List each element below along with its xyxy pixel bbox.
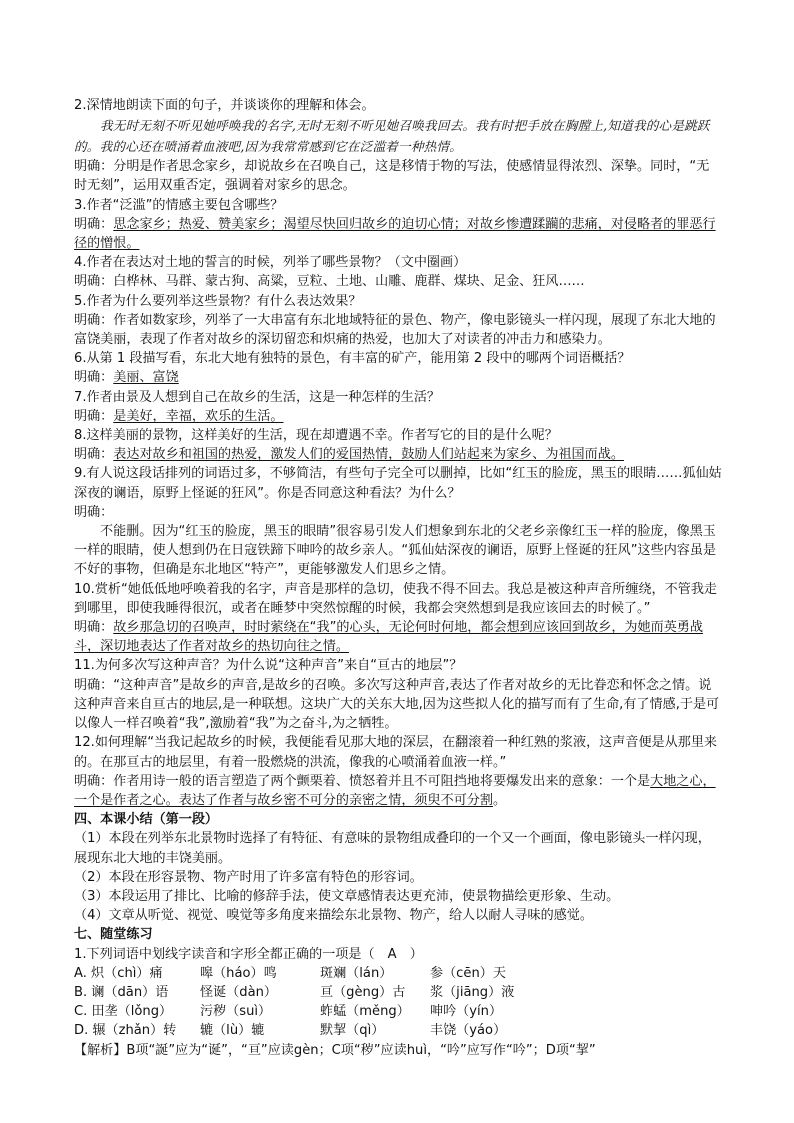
question-7-title: 7.作者由景及人想到自己在故乡的生活，这是一种怎样的生活？ <box>74 389 441 405</box>
answer-text-pre: 作者用诗一般的语言塑造了两个颤栗着、愤怒着并且不可阻挡地将要爆发出来的意象：一个是 <box>113 773 651 789</box>
answer-text-underlined: 大地之心，一个是作者之心。表达了作者与故乡密不可分的亲密之情，须臾不可分割 <box>74 773 716 808</box>
exercise-1-analysis: 【解析】B项“誕”应为“诞”，“亘”应读gèn；C项“秽”应读huì，“吟”应写作“吟”；D项“挈” <box>74 1042 596 1058</box>
answer-label: 明确： <box>74 677 114 693</box>
section-4-heading: 四、本课小结（第一段） <box>74 812 219 828</box>
question-12-title: 12.如何理解“当我记起故乡的时候，我便能看见那大地的深层，在翻滚着一种红熟的浆液，这声音便是从那里来的。在那亘古的地层里，有着一股燃烧的洪流，像我的心喷涌着血液一样。” <box>74 735 718 770</box>
question-3-title: 3.作者“泛滥”的情感主要包含哪些？ <box>74 197 284 213</box>
summary-item: （2）本段在形容景物、物产时用了许多富有特色的形容词。 <box>74 869 423 885</box>
question-4-answer <box>74 272 722 291</box>
question-10-answer <box>74 618 722 656</box>
question-10-title: 10.赏析“她低低地呼唤着我的名字，声音是那样的急切，使我不得不回去。我总是被这种声音所缠绕，不管我走到哪里，即使我睡得很沉，或者在睡梦中突然惊醒的时候，我都会突然想到是我应该回去的时候了。” <box>74 581 718 616</box>
option-cell: C. 田垄（lǒng） <box>74 1004 173 1020</box>
answer-label: 明确： <box>74 408 114 424</box>
answer-text: 作者如数家珍，列举了一大串富有东北地域特征的景色、物产，像电影镜头一样闪现，展现了东北大地的富饶美丽，表现了作者对故乡的深切留恋和炽痛的热爱，也加大了对读者的冲击力和感染力。 <box>74 312 716 348</box>
option-cell: 蚱蜢（měng） <box>320 1004 410 1020</box>
option-cell: 斑斓（lán） <box>320 965 393 981</box>
option-cell: 污秽（suì） <box>200 1004 272 1020</box>
option-cell: A. 炽（chì）痛 <box>74 965 163 981</box>
exercise-1-question: 1.下列词语中划线字读音和字形全都正确的一项是（ A ） <box>74 946 423 962</box>
question-9-answer: 不能删。因为“红玉的脸庞，黑玉的眼睛”很容易引发人们想象到东北的父老乡亲像红玉一样的脸庞，像黑玉一样的眼睛，使人想到仍在日寇铁蹄下呻吟的故乡亲人。“狐仙姑深夜的谰语，原野上怪诞的狂风”这些内容虽是不好的事物，但确是东北地区“特产”，更能够激发人们思乡之情。 <box>74 524 717 578</box>
answer-text: “这种声音”是故乡的声音,是故乡的召唤。多次写这种声音,表达了作者对故乡的无比眷恋和怀念之情。说这种声音来自亘古的地层,是一种联想。这块广大的关东大地,因为这些拟人化的描写而有了生命,有了情感,于是可以像人一样召唤着“我”,激励着“我”为之奋斗,为之牺牲。 <box>74 677 720 732</box>
question-3-answer <box>74 215 722 253</box>
summary-item: （4）文章从听觉、视觉、嗅觉等多角度来描绘东北景物、物产，给人以耐人寻味的感觉。 <box>74 908 593 924</box>
option-cell: 辘（lù）辘 <box>200 1023 265 1039</box>
question-6-title: 6.从第 1 段描写看，东北大地有独特的景色，有丰富的矿产，能用第 2 段中的哪两个词语概括？ <box>74 351 631 367</box>
question-8-title: 8.这样美丽的景物，这样美好的生活，现在却遭遇不幸。作者写它的目的是什么呢？ <box>74 428 558 444</box>
question-8-answer <box>74 445 722 464</box>
question-11-title: 11.为何多次写这种声音？为什么说“这种声音”来自“亘古的地层”？ <box>74 658 463 674</box>
answer-label: 明确： <box>74 773 114 789</box>
answer-label: 明确： <box>74 370 114 386</box>
option-row-b <box>74 983 722 1002</box>
question-6-answer <box>74 368 722 387</box>
option-cell: 嗥（háo）鸣 <box>200 965 277 981</box>
answer-label: 明确： <box>74 620 114 636</box>
option-row-d <box>74 1021 722 1040</box>
option-cell: 呻吟（yín） <box>430 1004 503 1020</box>
question-2-quote: 我无时无刻不听见她呼唤我的名字,无时无刻不听见她召唤我回去。我有时把手放在胸膛上,知道我的心是跳跃的。我的心还在喷涌着血液吧,因为我常常感到它在泛滥着一种热情。 <box>74 118 710 155</box>
answer-text: 是美好，幸福，欢乐的生活。 <box>113 408 284 424</box>
option-cell: D. 辗（zhǎn）转 <box>74 1023 177 1039</box>
question-5-answer <box>74 311 722 349</box>
question-11-answer <box>74 676 722 734</box>
option-row-c <box>74 1002 722 1021</box>
option-cell: B. 谰（dān）语 <box>74 984 169 1000</box>
option-cell: 默挈（qì） <box>320 1023 385 1039</box>
option-row-a <box>74 964 722 983</box>
answer-label: 明确： <box>74 312 114 328</box>
answer-label: 明确： <box>74 216 114 232</box>
answer-text: 思念家乡；热爱、赞美家乡；渴望尽快回归故乡的迫切心情；对故乡惨遭蹂躏的悲痛，对侵略者的罪恶行径的憎恨。 <box>74 216 716 252</box>
option-cell: 参（cēn）天 <box>430 965 506 981</box>
question-5-title: 5.作者为什么要列举这些景物？有什么表达效果？ <box>74 293 362 309</box>
question-2-answer <box>74 157 722 195</box>
option-cell: 浆（jiāng）液 <box>430 984 515 1000</box>
answer-label: 明确： <box>74 274 114 290</box>
question-12-answer <box>74 772 722 810</box>
answer-text: 表达对故乡和祖国的热爱，激发人们的爱国热情，鼓励人们站起来为家乡、为祖国而战。 <box>113 447 624 463</box>
summary-item: （3）本段运用了排比、比喻的修辞手法，使文章感情表达更充沛，使景物描绘更形象、生动。 <box>74 888 620 904</box>
question-2-title: 2.深情地朗读下面的句子，并谈谈你的理解和体会。 <box>74 98 375 113</box>
answer-text-post: 。 <box>493 792 507 808</box>
option-cell: 亘（gèng）古 <box>320 984 406 1000</box>
answer-text: 白桦林、马群、蒙古狗、高粱，豆粒、土地、山雕、鹿群、煤块、足金、狂风…… <box>113 274 585 290</box>
answer-text: 分明是作者思念家乡，却说故乡在召唤自己，这是移情于物的写法，使感情显得浓烈、深挚。同时，“无时无刻”，运用双重否定，强调着对家乡的思念。 <box>74 159 710 194</box>
question-7-answer <box>74 407 722 426</box>
document-page <box>74 96 722 1060</box>
option-cell: 丰饶（yáo） <box>430 1023 507 1039</box>
question-4-title: 4.作者在表达对土地的誓言的时候，列举了哪些景物？（文中圈画） <box>74 255 467 271</box>
exercise-1-options <box>74 964 722 1041</box>
section-7-heading: 七、随堂练习 <box>74 927 153 943</box>
answer-label: 明确： <box>74 159 114 175</box>
question-9-answer-label: 明确： <box>74 504 114 520</box>
question-9-title: 9.有人说这段话排列的词语过多，不够简洁，有些句子完全可以删掉，比如“红玉的脸庞，黑玉的眼睛……狐仙姑深夜的谰语，原野上怪诞的狂风”。你是否同意这种看法？为什么？ <box>74 466 722 501</box>
answer-text: 故乡那急切的召唤声，时时萦绕在“我”的心头，无论何时何地，都会想到应该回到故乡，为她而英勇战斗，深切地表达了作者对故乡的热切向往之情。 <box>74 620 703 655</box>
option-cell: 怪诞（dàn） <box>200 984 278 1000</box>
summary-item: （1）本段在列举东北景物时选择了有特征、有意味的景物组成叠印的一个又一个画面，像电影镜头一样闪现，展现东北大地的丰饶美丽。 <box>74 831 711 866</box>
answer-label: 明确： <box>74 447 114 463</box>
answer-text: 美丽、富饶 <box>113 370 179 386</box>
